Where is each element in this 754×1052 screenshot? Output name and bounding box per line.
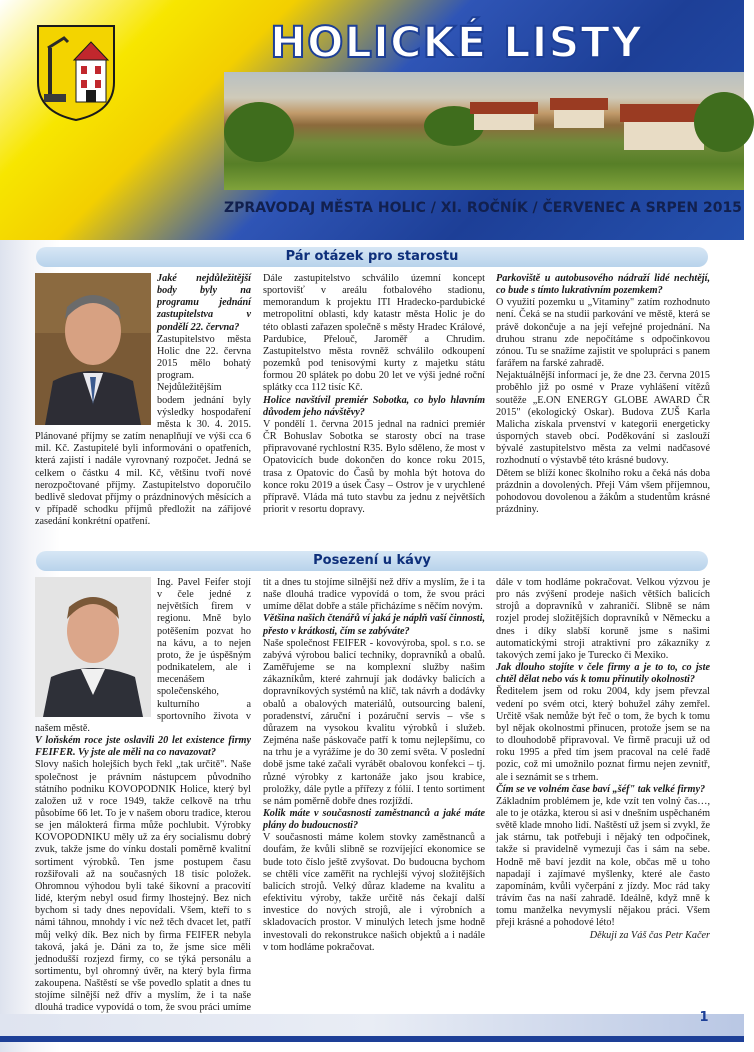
answer-paragraph: Dětem se blíží konec školního roku a čeká nás doba prázdnin a dovolených. Přeji Vám všem příjemnou, pohodovou dovolenou a žákům a studentům krásné prázdniny. (496, 467, 710, 515)
section2-column-2 (263, 577, 485, 1007)
answer-paragraph: Ředitelem jsem od roku 2004, kdy jsem převzal vedení po svém otci, který bohužel záhy zemřel. Určitě však nemůže být řeč o tom, že bych k tomu byl nějak okolnostmi přinucen, protože jsem se na to dlouhodobě připravoval. Ve firmě pracuji už od roku 1995 a před tím jsem pracoval na celé řadě pozic, což mi umožnilo poznat firmu nejen zevnitř, ale i seznámit se s trhem. (496, 686, 710, 783)
answer-paragraph: Základním problémem je, kde vzít ten volný čas…, ale to je otázka, kterou si asi v dnešním uspěchaném světě klade mnoho lidí. Naštěstí už jsem si zvykl, že jak stárnu, tak potřebuji i nějaký ten odpočinek, takže si pravidelně vymezuji čas i sám na sebe. Hodně mě baví jezdit na kole, občas mě u toho napadají i zajímavé myšlenky, které ale často zapomínám, kvůli vyčerpání z jízdy. Moc rád taky trávím čas na naší zahradě. Ideálně, když mně k tomu manželka nevymyslí nějakou práci. Všem přeji krásné a pohodové léto! (496, 795, 710, 929)
answer-paragraph: Slovy našich holejších bych řekl „tak určitě". Naše společnost je právním nástupcem původního státního podniku KOVOPODNIK Holice, který byl založen už v roce 1949, takže celkově na trhu působíme 66 let. To je v našem oboru tradice, kterou se jen málokterá firma může pochlubit. Výrobky KOVOPODNIKU měly už za éry socialismu dobrý zvuk, takže jsme do vínku dostali poměrně kvalitní sortiment výrobků. Ten jsme postupem času rozšiřovali až na současných 18 tisíc položek. Ohromnou výhodou byli také šikovní a pracovití lidé, kterým nebyl osud firmy lhostejný. Bez nich bychom si tady dnes nepovídali. Všem, kteří to s námi táhnou, mnohdy i víc než těch dvacet let, patří můj velký dík. Bez nich by firma FEIFER nebyla taková, jaká je. Dáni za to, že jsme sice měli jednodušší rozjezd firmy, co se týká personálu a sortimentu, byl ohromný úvěr, na který byla firma zakoupena. Naštěstí se vše povedlo splatit a dnes tu stojíme silnější než dřív a myslím, že i ta naše dlouhá tradice vypovídá o tom, že svou práci umíme (35, 759, 251, 1014)
section-title-kava: Posezení u kávy (36, 551, 708, 571)
question: V loňském roce jste oslavili 20 let existence firmy FEIFER. Vy jste ale měli na co navazovat? (35, 735, 251, 759)
intro-paragraph: Ing. Pavel Feifer stojí v čele jedné z největších firem v regionu. Mně bylo potěšením pozvat ho na kávu, a to nejen proto, že je úspěšným podnikatelem, ale i mecenášem společenského, kulturního a sportovního života v našem městě. (35, 577, 251, 734)
footer-line (0, 1036, 744, 1042)
signature: Děkuji za Váš čas Petr Kačer (589, 929, 710, 941)
question: Čím se ve volném čase baví „šéf" tak velké firmy? (496, 783, 706, 795)
answer-paragraph: Nejaktuálnější informací je, že dne 23. června 2015 proběhlo již po osmé v Praze vyhlášení vítězů soutěže „E.ON ENERGY GLOBE AWARD ČR 2015" (ekologický Oskar). Budova ZUŠ Karla Malicha získala prvenství v kategorii energeticky úsporných staveb obcí. Poděkování si zaslouží bývalé zastupitelstvo města za velmi nadčasové rozhodnutí o výstavbě této krásné budovy. (496, 370, 710, 467)
question: Jak dlouho stojíte v čele firmy a je to to, co jste chtěl dělat nebo vás k tomu přinutily okolnosti? (496, 662, 710, 686)
town-panorama-photo (224, 72, 744, 190)
answer-paragraph: dále v tom hodláme pokračovat. Velkou výzvou je pro nás zvýšení prodeje našich větších balicích strojů a dopravníků v zahraničí. Slibně se nám rozjel prodej složitějších dopravníků v Německu a dnes i díky slabší koruně jsme s našimi automatickými stroji atraktivní pro zákazníky z takových zemí jako je Turecko či Mexiko. (496, 577, 710, 661)
answer-paragraph: V pondělí 1. června 2015 jednal na radnici premiér ČR Bohuslav Sobotka se starosty obcí na trase připravované rychlostní R35. Bylo sděleno, že most v Opatovicích bude dokončen do konce roku 2015, trasa z Opatovic do Časů by mohla být hotova do konce roku 2019 a úsek Časy – Ostrov je v urychlené přípravě. Vláda má tuto stavbu za jednu z největších priorit v resortu dopravy. (263, 418, 485, 515)
section-title-starosta: Pár otázek pro starostu (36, 247, 708, 267)
question: Parkoviště u autobusového nádraží lidé nechtějí, co bude s tímto lukrativním pozemkem? (496, 273, 710, 297)
answer-paragraph: Dále zastupitelstvo schválilo územní koncept sportovišť v areálu fotbalového stadionu, memorandum k projektu ITI Hradecko-pardubické metropolitní oblasti, kdy katastr města Holic je do této oblasti zařazen společně s městy Hradec Králové, Pardubice, Přelouč, Jaroměř a Chrudim. Zastupitelstvo města rovněž schválilo odkoupení pozemků pod tenisovými kurty z majetku státu formou 20 splátek po dobu 20 let ve výši jedné roční splátky cca 112 tisíc Kč. (263, 273, 485, 394)
footer-bar (0, 1014, 744, 1036)
answer-paragraph: tit a dnes tu stojíme silnější než dřív a myslím, že i ta naše dlouhá tradice vypovídá o tom, že svou práci umíme dělat dobře a stále přicházíme s něčím novým. (263, 577, 485, 613)
question: Holice navštívil premiér Sobotka, co bylo hlavním důvodem jeho návštěvy? (263, 394, 485, 418)
page-number: 1 (699, 1010, 709, 1025)
section1-column-1 (35, 273, 251, 545)
section2-column-3 (496, 577, 710, 1007)
answer-paragraph: V současnosti máme kolem stovky zaměstnanců a doufám, že kvůli slibně se rozvíjející ekonomice se bude toto číslo ještě zvyšovat. Do budoucna bychom se chtěli více zaměřit na rychlejší vývoj složitějších balicích strojů. Velký důraz klademe na kvalitu a efektivitu výroby, takže určitě nás čekají další investice do nových strojů, ale i výrobních a skladovacích prostor. V minulých letech jsme hodně investovali do rekonstrukce našich objektů a i nadále v tom hodláme pokračovat. (263, 832, 485, 953)
mayor-photo (35, 273, 151, 425)
section2-column-1 (35, 577, 251, 1014)
issue-subtitle: ZPRAVODAJ MĚSTA HOLIC / XI. ROČNÍK / ČERVENEC A SRPEN 2015 (224, 200, 742, 216)
masthead-title: HOLICKÉ LISTY (270, 18, 643, 68)
answer-paragraph: Zastupitelstvo města Holic dne 22. června 2015 mělo bohatý program. Nejdůležitějším bodem jednání byly výsledky hospodaření města k 30. 4. 2015. Plánované příjmy se zatím nenaplňují ve výši cca 6 mil. Kč. Zastupitelé byli informováni o opatřeních, která zajistí i nadále vyrovnaný rozpočet. Jedná se celkem o částku 4 mil. Kč, většinu tvoří nové nerozpočtované příjmy. Zastupitelstvo doporučilo bedlivě sledovat příjmy o prázdninových měsících a v případě schodku příjmů předložit na zářijové zasedání konkrétní opatření. (35, 333, 251, 528)
interviewee-photo (35, 577, 151, 717)
question: Jaké nejdůležitější body byly na programu jednání zastupitelstva v pondělí 22. června? (157, 273, 251, 333)
answer-paragraph: O využití pozemku u „Vitaminy" zatím rozhodnuto není. Čeká se na studii parkování ve městě, která se právě dokončuje a na její veřejné projednání. Na druhou stranu zde nepočítáme s odpočinkovou zónou. Tu se snažíme zajistit ve spolupráci s panem farářem na farské zahradě. (496, 297, 710, 370)
answer-paragraph: Naše společnost FEIFER - kovovýroba, spol. s r.o. se zabývá výrobou balicí techniky, dopravníků a obalů. Zaměřujeme se na komplexní služby našim zákazníkům, které zahrnují jak dodávky balicích a dopravníkových systémů na klíč, tak návrh a dodávky obalů a obalových materiálů, outsourcing balení, poradenství, záruční i pozáruční servis – vše s důrazem na vysokou kvalitu výrobků i služeb. Zejména naše páskovače patří k tomu nejlepšímu, co na trhu je a vyrážíme je do 30 zemí světa. V poslední době jsme také začali vyrábět obalovou konfekci – tj. různé výrobky z kartonáže jako jsou krabice, proložky, dále pytle a přířezy z fólií. I tento sortiment se nám poměrně dobře dnes rozjíždí. (263, 637, 485, 807)
section1-column-2 (263, 273, 485, 545)
holice-coat-of-arms-icon (34, 22, 118, 122)
section1-column-3 (496, 273, 710, 545)
question: Kolik máte v současnosti zaměstnanců a jaké máte plány do budoucnosti? (263, 807, 485, 832)
question: Většina našich čtenářů ví jaká je náplň vaší činnosti, přesto v krátkosti, čím se zabýváte? (263, 613, 485, 637)
